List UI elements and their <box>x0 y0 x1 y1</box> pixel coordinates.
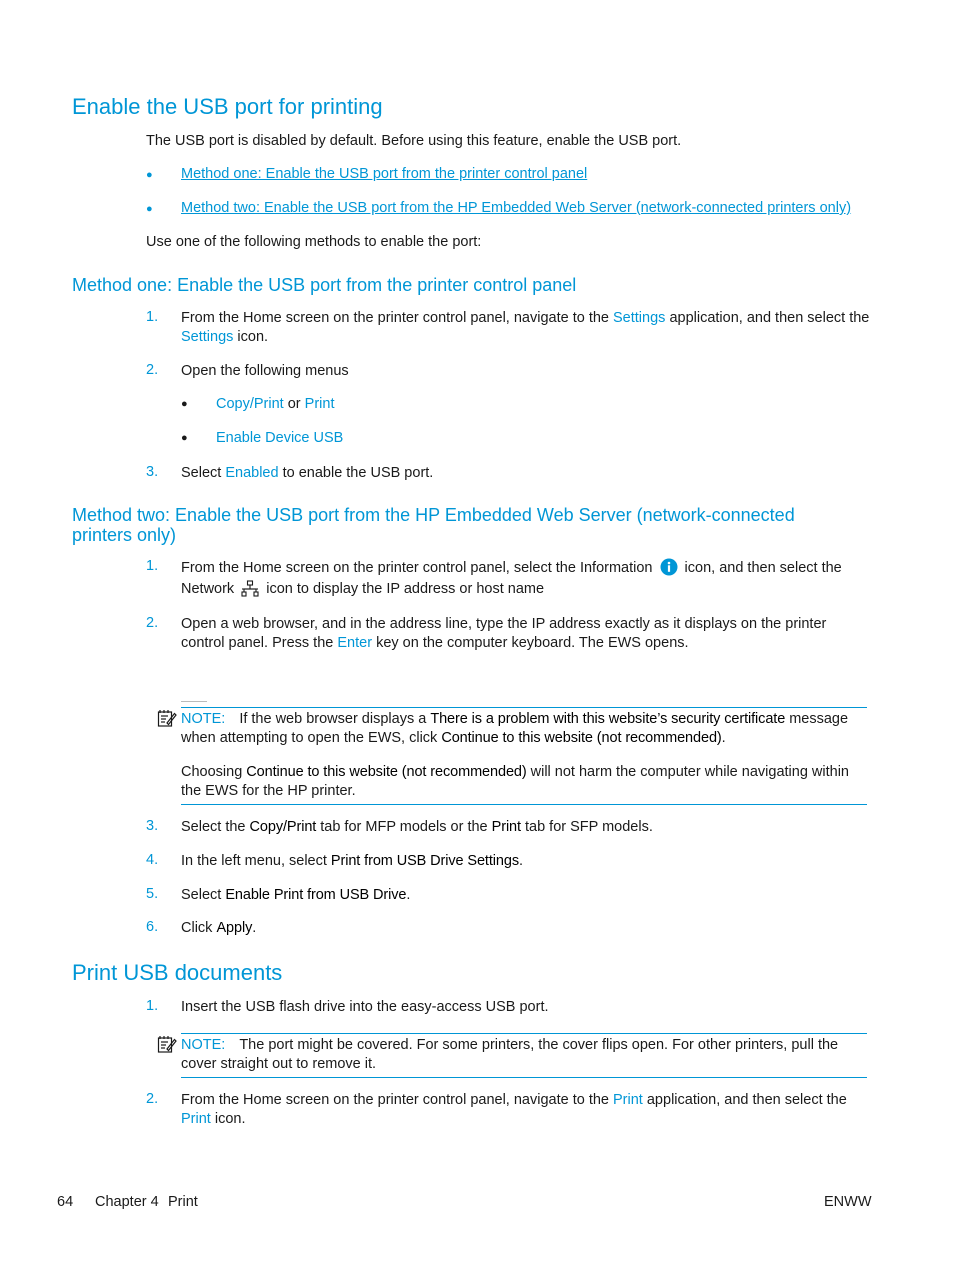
step-number: 3. <box>146 818 159 834</box>
network-icon <box>241 580 259 598</box>
note-choosing-text: Choosing Continue to this website (not recommended) will not harm the computer while navigating within the EWS for the HP printer. <box>181 764 849 799</box>
method-one-heading: Method one: Enable the USB port from the printer control panel <box>72 275 577 295</box>
note-security-certificate: NOTE: If the web browser displays a There is a problem with this website’s security certificate message when attempting to open the EWS, click Continue to this website (not recommended). <box>181 711 849 746</box>
info-icon <box>660 558 678 576</box>
note-rule-top <box>181 707 867 708</box>
intro-text: The USB port is disabled by default. Before using this feature, enable the USB port. <box>146 133 682 149</box>
page-number: 64 <box>57 1194 74 1210</box>
method2-step6-text: Click Apply. <box>181 920 257 936</box>
method2-step2-text: Open a web browser, and in the address line, type the IP address exactly as it displays on the printer control panel. Press the Enter key on the computer keyboard. The EWS opens. <box>181 616 827 651</box>
note-rule-bottom <box>181 804 867 805</box>
outro-text: Use one of the following methods to enable the port: <box>146 234 482 250</box>
step-number: 4. <box>146 852 159 868</box>
bullet-icon: ● <box>181 398 188 410</box>
step-number: 2. <box>146 1091 159 1107</box>
print-step2-text: From the Home screen on the printer control panel, navigate to the Print application, and then select the Print icon. <box>181 1092 847 1127</box>
note-rule-bottom <box>181 1077 867 1078</box>
step-number: 5. <box>146 886 159 902</box>
section-title-enable-usb: Enable the USB port for printing <box>72 94 383 119</box>
link-method-two[interactable]: Method two: Enable the USB port from the HP Embedded Web Server (network-connected printers only) <box>181 200 852 216</box>
step-number: 1. <box>146 998 159 1014</box>
bullet-icon: ● <box>181 432 188 444</box>
note-port-covered: NOTE: The port might be covered. For some printers, the cover flips open. For other printers, pull the cover straight out to remove it. <box>181 1037 839 1072</box>
method1-step2-text: Open the following menus <box>181 363 349 379</box>
method1-step3-text: Select Enabled to enable the USB port. <box>181 465 434 481</box>
menu-item-enable-device-usb: Enable Device USB <box>216 430 344 446</box>
link-method-one[interactable]: Method one: Enable the USB port from the printer control panel <box>181 166 588 182</box>
step-number: 1. <box>146 309 159 325</box>
step-number: 6. <box>146 919 159 935</box>
note-icon <box>157 709 177 729</box>
footer-section: Print <box>168 1194 198 1210</box>
step-number: 1. <box>146 558 159 574</box>
section-title-print-usb: Print USB documents <box>72 960 283 985</box>
bullet-icon: ● <box>146 203 153 215</box>
method2-step4-text: In the left menu, select Print from USB Drive Settings. <box>181 853 524 869</box>
divider <box>181 701 207 702</box>
method1-step1-text: From the Home screen on the printer control panel, navigate to the Settings application, and then select the Settings icon. <box>181 310 870 345</box>
step-number: 2. <box>146 615 159 631</box>
footer-chapter: Chapter 4 <box>95 1194 159 1210</box>
bullet-icon: ● <box>146 169 153 181</box>
step-number: 3. <box>146 464 159 480</box>
note-icon <box>157 1035 177 1055</box>
print-step1-text: Insert the USB flash drive into the easy-access USB port. <box>181 999 549 1015</box>
step-number: 2. <box>146 362 159 378</box>
method-two-heading: Method two: Enable the USB port from the HP Embedded Web Server (network-connected printers only) <box>72 505 795 545</box>
menu-item-copy-print: Copy/Print or Print <box>216 396 335 412</box>
method2-step5-text: Select Enable Print from USB Drive. <box>181 887 411 903</box>
note-rule-top <box>181 1033 867 1034</box>
method2-step3-text: Select the Copy/Print tab for MFP models or the Print tab for SFP models. <box>181 819 653 835</box>
method2-step1-text: From the Home screen on the printer control panel, select the Information icon, and then select the Network icon to display the IP address or host name <box>181 560 842 597</box>
footer-enww: ENWW <box>824 1194 872 1210</box>
